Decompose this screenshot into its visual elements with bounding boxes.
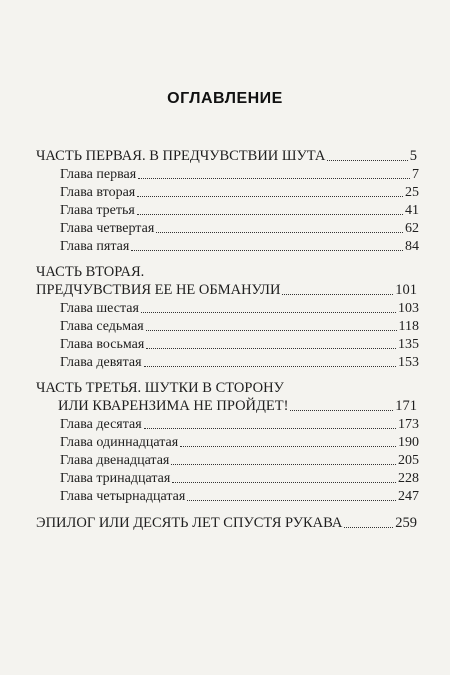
dot-leader — [187, 488, 396, 501]
toc-chapter — [60, 336, 419, 353]
dot-leader — [137, 202, 403, 215]
toc-part-2 — [36, 282, 417, 299]
chapter-page: 103 — [398, 301, 419, 316]
part-2-page: 101 — [395, 282, 417, 298]
chapter-page: 135 — [398, 337, 419, 352]
part-1-label: ЧАСТЬ ПЕРВАЯ. В ПРЕДЧУВСТВИИ ШУТА — [36, 148, 326, 164]
part-2-label-line2: ПРЕДЧУВСТВИЯ ЕЕ НЕ ОБМАНУЛИ — [36, 282, 281, 298]
chapter-label: Глава вторая — [60, 185, 136, 200]
chapter-label: Глава двенадцатая — [60, 453, 170, 468]
toc-chapter — [60, 488, 419, 505]
toc-chapter — [60, 318, 419, 335]
chapter-label: Глава четырнадцатая — [60, 489, 186, 504]
chapter-label: Глава тринадцатая — [60, 471, 171, 486]
dot-leader — [172, 470, 396, 483]
chapter-page: 153 — [398, 355, 419, 370]
chapter-label: Глава восьмая — [60, 337, 145, 352]
dot-leader — [138, 166, 410, 179]
dot-leader — [146, 336, 396, 349]
dot-leader — [180, 434, 396, 447]
part-3-label-line1: ЧАСТЬ ТРЕТЬЯ. ШУТКИ В СТОРОНУ — [36, 380, 284, 396]
chapter-page: 173 — [398, 417, 419, 432]
dot-leader — [131, 238, 403, 251]
dot-leader — [171, 452, 396, 465]
part-1-page: 5 — [409, 148, 417, 164]
dot-leader — [144, 354, 396, 367]
dot-leader — [141, 300, 396, 313]
toc-chapter — [60, 300, 419, 317]
toc-chapter — [60, 354, 419, 371]
chapter-page: 118 — [398, 319, 419, 334]
toc-epilogue — [36, 515, 417, 532]
toc-chapter — [60, 238, 419, 255]
toc-chapter — [60, 470, 419, 487]
chapter-label: Глава четвертая — [60, 221, 155, 236]
dot-leader — [137, 184, 403, 197]
part-2-label-line1: ЧАСТЬ ВТОРАЯ. — [36, 264, 145, 280]
chapter-page: 62 — [405, 221, 419, 236]
dot-leader — [146, 318, 397, 331]
chapter-label: Глава третья — [60, 203, 135, 218]
toc-chapter — [60, 184, 419, 201]
chapter-page: 41 — [405, 203, 419, 218]
toc-chapter — [60, 202, 419, 219]
chapter-label: Глава одиннадцатая — [60, 435, 179, 450]
chapter-page: 190 — [398, 435, 419, 450]
chapter-label: Глава шестая — [60, 301, 139, 316]
toc-chapter — [60, 452, 419, 469]
toc-chapter — [60, 434, 419, 451]
toc-part-1 — [36, 148, 417, 165]
toc-part-3 — [36, 398, 417, 415]
page-title: ОГЛАВЛЕНИЕ — [167, 90, 283, 107]
chapter-page: 228 — [398, 471, 419, 486]
toc-chapter — [60, 166, 419, 183]
dot-leader — [282, 282, 393, 295]
chapter-label: Глава седьмая — [60, 319, 144, 334]
part-3-label-line2: ИЛИ КВАРЕНЗИМА НЕ ПРОЙДЕТ! — [58, 398, 289, 414]
dot-leader — [327, 148, 407, 161]
part-3-page: 171 — [395, 398, 417, 414]
chapter-page: 25 — [405, 185, 419, 200]
dot-leader — [156, 220, 403, 233]
chapter-page: 84 — [405, 239, 419, 254]
chapter-label: Глава десятая — [60, 417, 142, 432]
dot-leader — [290, 398, 393, 411]
chapter-page: 205 — [398, 453, 419, 468]
chapter-page: 247 — [398, 489, 419, 504]
chapter-label: Глава первая — [60, 167, 137, 182]
dot-leader — [144, 416, 396, 429]
epilogue-label: ЭПИЛОГ ИЛИ ДЕСЯТЬ ЛЕТ СПУСТЯ РУКАВА — [36, 515, 343, 531]
toc-chapter — [60, 220, 419, 237]
chapter-label: Глава девятая — [60, 355, 142, 370]
toc-chapter — [60, 416, 419, 433]
chapter-label: Глава пятая — [60, 239, 130, 254]
dot-leader — [344, 515, 393, 528]
chapter-page: 7 — [412, 167, 419, 182]
epilogue-page: 259 — [395, 515, 417, 531]
